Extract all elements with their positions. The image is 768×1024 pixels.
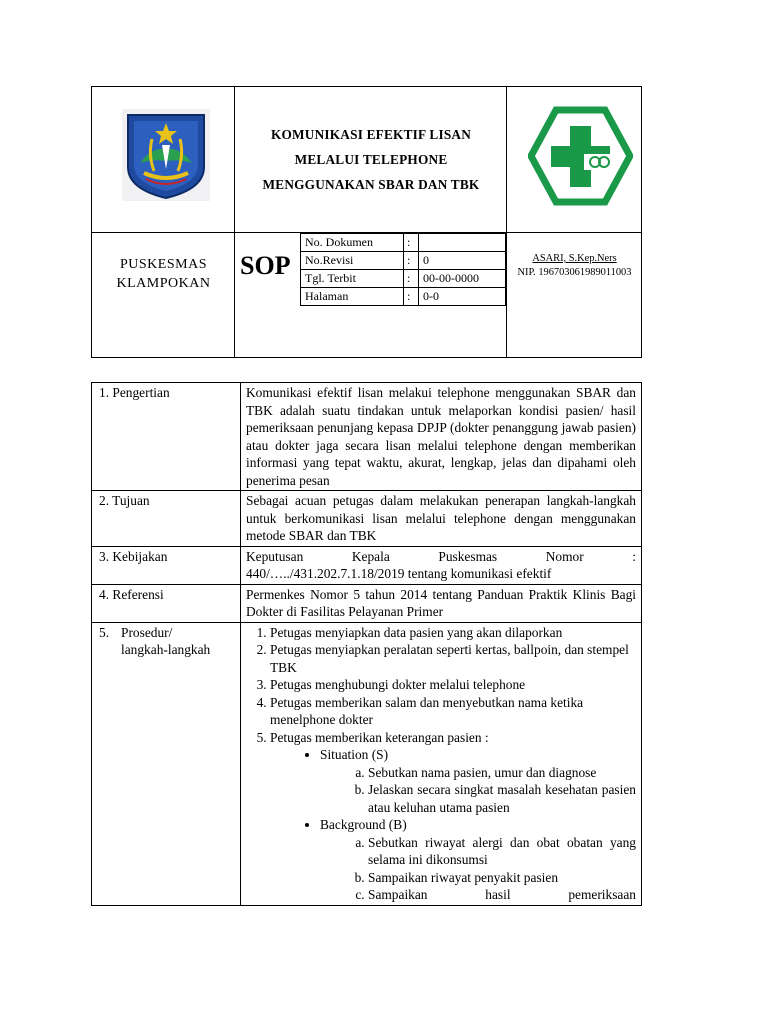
situation-items xyxy=(320,764,636,817)
doc-info-sep: : xyxy=(404,288,419,306)
section-label: 1. Pengertian xyxy=(92,383,241,491)
sbar-heading: Background (B) xyxy=(320,817,407,832)
doc-info-row xyxy=(301,234,506,252)
procedure-step: 3. Petugas menghubungi dokter melalui telephone xyxy=(270,676,636,694)
section-text: Sebagai acuan petugas dalam melakukan penerapan langkah-langkah untuk berkomunikasi lisan melalui telephone dengan menggunakan metode SBAR dan TBK xyxy=(241,491,642,547)
approver-nip: NIP. 196703061989011003 xyxy=(517,267,632,278)
section-row-kebijakan xyxy=(92,546,642,584)
document-info-table xyxy=(300,233,506,306)
org-line-2: KLAMPOKAN xyxy=(116,276,211,291)
kebijakan-line-2: 440/…../431.202.7.1.18/2019 tentang komunikasi efektif xyxy=(246,566,552,581)
procedure-step: 1. Petugas menyiapkan data pasien yang akan dilaporkan xyxy=(270,624,636,642)
approver-name: ASARI, S.Kep.Ners xyxy=(532,253,617,264)
situation-item: a. Sebutkan nama pasien, umur dan diagnose xyxy=(368,764,636,782)
prosedur-number: 5. xyxy=(99,624,110,640)
organization-name xyxy=(92,233,235,358)
doc-info-row xyxy=(301,270,506,288)
section-text: Komunikasi efektif lisan melakui telephone menggunakan SBAR dan TBK adalah suatu tindakan untuk melaporkan kondisi pasien/ hasil pemeriksaan penunjang kepasa DPJP (dokter penanggung jawab pasien) atau dokter jaga secara lisan melalui telephone dengan memberikan informasi yang tepat waktu, akurat, lengkap, jelas dan dipahami oleh penerima pesan xyxy=(241,383,642,491)
sop-header xyxy=(91,86,642,358)
puskesmas-logo xyxy=(528,106,633,206)
background-item: c. Sampaikan hasil pemeriksaan xyxy=(368,886,636,904)
section-label: 4. Referensi xyxy=(92,584,241,622)
regional-emblem-logo xyxy=(122,109,210,201)
procedure-steps xyxy=(246,624,636,904)
section-row-tujuan xyxy=(92,491,642,547)
procedure-step: 4. Petugas memberikan salam dan menyebutkan nama ketika menelphone dokter xyxy=(270,694,636,729)
title-line-3: MENGGUNAKAN SBAR DAN TBK xyxy=(262,177,480,192)
procedure-step xyxy=(270,729,636,904)
sbar-item-situation xyxy=(320,746,636,816)
background-item: b. Sampaikan riwayat penyakit pasien xyxy=(368,869,636,887)
section-label: 2. Tujuan xyxy=(92,491,241,547)
section-row-referensi xyxy=(92,584,642,622)
procedure-step-text: Petugas memberikan keterangan pasien : xyxy=(270,729,489,745)
doc-info-row xyxy=(301,252,506,270)
doc-info-label: No. Dokumen xyxy=(301,234,404,252)
doc-info-value: 00-00-0000 xyxy=(419,270,506,288)
doc-info-label: No.Revisi xyxy=(301,252,404,270)
doc-info-value xyxy=(419,234,506,252)
section-row-prosedur xyxy=(92,622,642,905)
sop-label: SOP xyxy=(240,251,291,280)
section-label: 3. Kebijakan xyxy=(92,546,241,584)
title-line-1: KOMUNIKASI EFEKTIF LISAN xyxy=(270,127,472,142)
prosedur-label-line-2: langkah-langkah xyxy=(121,642,211,657)
situation-item: b. Jelaskan secara singkat masalah kesehatan pasien atau keluhan utama pasien xyxy=(368,781,636,816)
sop-content-table xyxy=(91,382,642,906)
section-text: Permenkes Nomor 5 tahun 2014 tentang Panduan Praktik Klinis Bagi Dokter di Fasilitas Pelayanan Primer xyxy=(241,584,642,622)
doc-info-sep: : xyxy=(404,234,419,252)
title-line-2: MELALUI TELEPHONE xyxy=(294,152,448,167)
section-text xyxy=(241,546,642,584)
sbar-heading: Situation (S) xyxy=(320,747,389,762)
procedure-step: 2. Petugas menyiapkan peralatan seperti kertas, ballpoin, dan stempel TBK xyxy=(270,641,636,676)
sbar-item-background xyxy=(320,816,636,904)
sbar-list xyxy=(270,746,636,904)
section-row-pengertian xyxy=(92,383,642,491)
section-text xyxy=(241,622,642,905)
section-label xyxy=(92,622,241,905)
prosedur-label-line-1: Prosedur/ xyxy=(121,624,173,640)
doc-info-sep: : xyxy=(404,252,419,270)
background-item: a. Sebutkan riwayat alergi dan obat obatan yang selama ini dikonsumsi xyxy=(368,834,636,869)
doc-info-row xyxy=(301,288,506,306)
org-line-1: PUSKESMAS xyxy=(120,257,207,272)
doc-info-value: 0 xyxy=(419,252,506,270)
doc-info-label: Tgl. Terbit xyxy=(301,270,404,288)
doc-info-label: Halaman xyxy=(301,288,404,306)
kebijakan-line-1: Keputusan Kepala Puskesmas Nomor : xyxy=(246,548,636,564)
doc-info-value: 0-0 xyxy=(419,288,506,306)
doc-info-sep: : xyxy=(404,270,419,288)
document-title xyxy=(235,87,507,232)
background-items xyxy=(320,834,636,904)
approver-block xyxy=(507,252,642,280)
